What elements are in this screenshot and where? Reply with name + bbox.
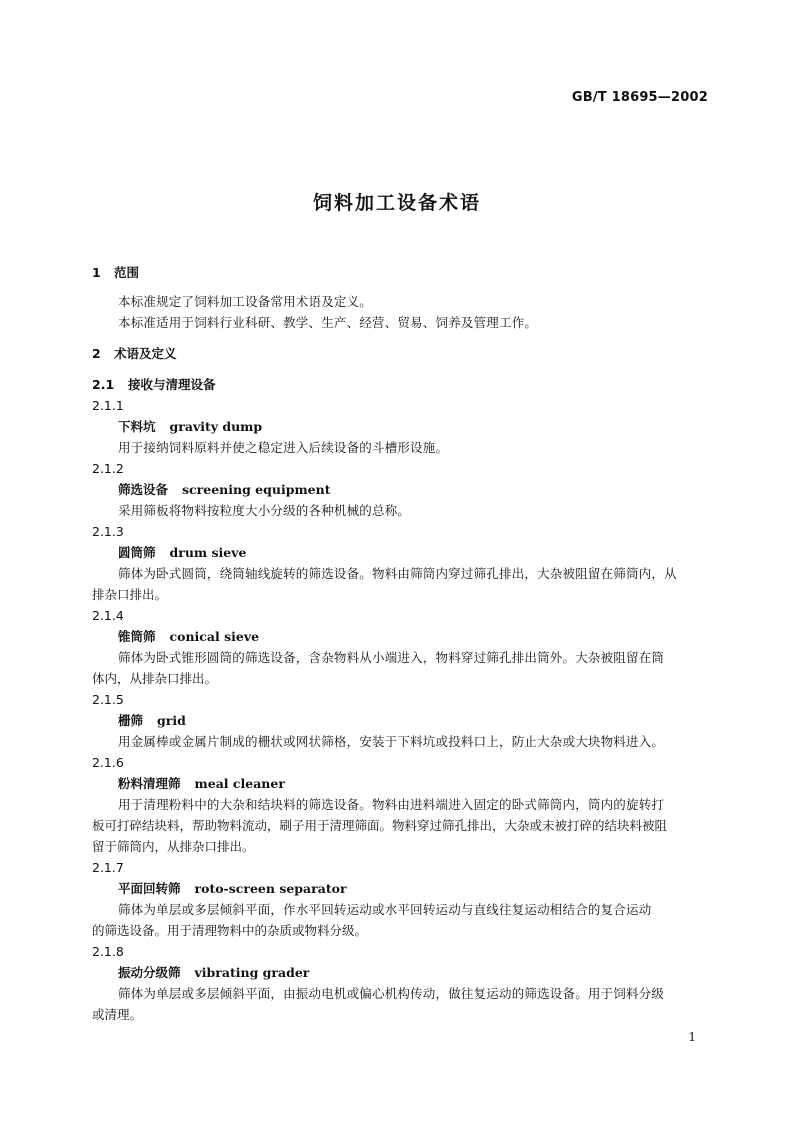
- term-heading: [92, 773, 710, 794]
- subsection-title: 接收与清理设备: [128, 377, 216, 392]
- subsection-number: 2.1: [92, 377, 115, 392]
- section-number: 2: [92, 346, 101, 361]
- term-heading: [92, 542, 710, 563]
- term-chinese: 粉料清理筛: [118, 776, 181, 791]
- term-heading: [92, 626, 710, 647]
- term-definition-line: 用金属棒或金属片制成的栅状或网状筛格，安装于下料坑或投料口上，防止大杂或大块物料进入。: [118, 734, 665, 749]
- term-english: drum sieve: [169, 545, 247, 560]
- term-heading: [92, 878, 710, 899]
- term-number: 2.1.5: [92, 692, 124, 707]
- term-chinese: 栅筛: [118, 713, 144, 728]
- term-entry: [92, 521, 710, 605]
- page-number: 1: [688, 1030, 696, 1044]
- term-english: conical sieve: [169, 629, 260, 644]
- term-chinese: 振动分级筛: [118, 965, 181, 980]
- term-english: roto-screen separator: [194, 881, 347, 896]
- standard-code: GB/T 18695—2002: [571, 90, 708, 105]
- term-english: grid: [157, 713, 186, 728]
- section-number: 1: [92, 265, 101, 280]
- term-definition-line: 采用筛板将物料按粒度大小分级的各种机械的总称。: [118, 503, 411, 518]
- term-definition-line: 排杂口排出。: [92, 587, 168, 602]
- term-number: 2.1.4: [92, 608, 124, 623]
- term-entry: [92, 605, 710, 689]
- term-definition-line: 用于清理粉料中的大杂和结块料的筛选设备。物料由进料端进入固定的卧式筛筒内，筒内的旋转打: [118, 797, 665, 812]
- term-definition-line: 留于筛筒内，从排杂口排出。: [92, 839, 255, 854]
- term-chinese: 筛选设备: [118, 482, 169, 497]
- term-heading: [92, 479, 710, 500]
- section-heading-scope: [92, 262, 710, 283]
- term-entry: [92, 752, 710, 857]
- term-number: 2.1.7: [92, 860, 124, 875]
- term-entry: [92, 395, 710, 458]
- term-heading: [92, 710, 710, 731]
- term-chinese: 圆筒筛: [118, 545, 156, 560]
- section-title: 术语及定义: [114, 346, 177, 361]
- term-chinese: 锥筒筛: [118, 629, 156, 644]
- term-english: vibrating grader: [194, 965, 310, 980]
- terms-list: [92, 395, 710, 1025]
- section-heading-terms: [92, 343, 710, 364]
- term-definition-line: 筛体为单层或多层倾斜平面，由振动电机或偏心机构传动，做往复运动的筛选设备。用于饲料分级: [118, 986, 665, 1001]
- term-number: 2.1.3: [92, 524, 124, 539]
- term-number: 2.1.2: [92, 461, 124, 476]
- term-number: 2.1.1: [92, 398, 124, 413]
- term-definition-line: 的筛选设备。用于清理物料中的杂质或物料分级。: [92, 923, 368, 938]
- term-definition-line: 筛体为单层或多层倾斜平面，作水平回转运动或水平回转运动与直线往复运动相结合的复合运动: [118, 902, 652, 917]
- term-entry: [92, 689, 710, 752]
- term-definition-line: 板可打碎结块料，帮助物料流动，刷子用于清理筛面。物料穿过筛孔排出，大杂或未被打碎的结块料被阻: [92, 818, 668, 833]
- term-heading: [92, 962, 710, 983]
- term-entry: [92, 857, 710, 941]
- term-definition-line: 筛体为卧式锥形圆筒的筛选设备，含杂物料从小端进入，物料穿过筛孔排出筒外。大杂被阻留在筒: [118, 650, 665, 665]
- term-number: 2.1.6: [92, 755, 124, 770]
- term-entry: [92, 458, 710, 521]
- scope-paragraph: 本标准适用于饲料行业科研、教学、生产、经营、贸易、饲养及管理工作。: [118, 315, 538, 330]
- term-definition-line: 筛体为卧式圆筒，绕筒轴线旋转的筛选设备。物料由筛筒内穿过筛孔排出，大杂被阻留在筛筒内，从: [118, 566, 677, 581]
- term-english: screening equipment: [182, 482, 331, 497]
- document-title: 饲料加工设备术语: [312, 192, 481, 214]
- term-chinese: 下料坑: [118, 419, 156, 434]
- term-chinese: 平面回转筛: [118, 881, 181, 896]
- term-english: gravity dump: [169, 419, 263, 434]
- subsection-heading: [92, 374, 710, 395]
- term-entry: [92, 941, 710, 1025]
- term-english: meal cleaner: [194, 776, 285, 791]
- section-title: 范围: [114, 265, 140, 280]
- term-definition-line: 体内，从排杂口排出。: [92, 671, 218, 686]
- term-heading: [92, 416, 710, 437]
- term-definition-line: 或清理。: [92, 1007, 143, 1022]
- term-number: 2.1.8: [92, 944, 124, 959]
- term-definition-line: 用于接纳饲料原料并使之稳定进入后续设备的斗槽形设施。: [118, 440, 449, 455]
- scope-paragraph: 本标准规定了饲料加工设备常用术语及定义。: [118, 294, 373, 309]
- document-body: [92, 262, 710, 1025]
